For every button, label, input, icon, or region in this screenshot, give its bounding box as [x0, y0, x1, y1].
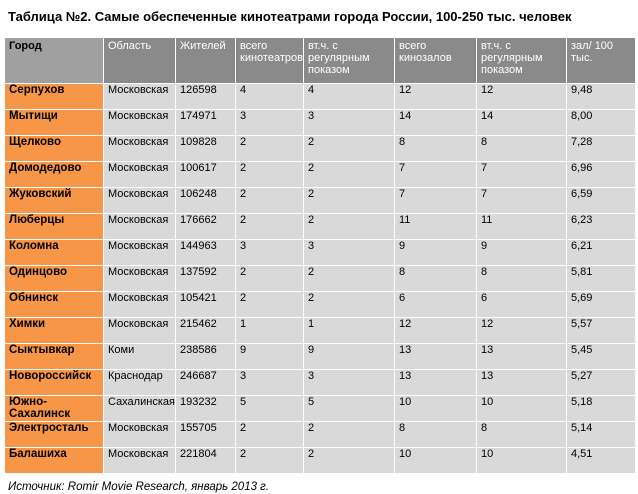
header-region: Область: [104, 38, 176, 84]
cell-regular-cinemas: 2: [304, 422, 395, 448]
table-row: [5, 162, 636, 188]
cell-total-cinemas: 1: [236, 318, 304, 344]
cell-total-halls: 6: [395, 292, 477, 318]
cell-city: Электросталь: [5, 422, 104, 448]
cell-region: Московская: [104, 292, 176, 318]
cell-population: 238586: [176, 344, 236, 370]
cell-population: 109828: [176, 136, 236, 162]
cell-regular-halls: 13: [477, 344, 567, 370]
cell-regular-halls: 12: [477, 84, 567, 110]
cell-halls-per-100k: 6,59: [567, 188, 636, 214]
cell-total-cinemas: 2: [236, 422, 304, 448]
cell-city: Серпухов: [5, 84, 104, 110]
cell-total-halls: 8: [395, 136, 477, 162]
cell-total-halls: 12: [395, 84, 477, 110]
table-row: [5, 136, 636, 162]
header-row: [5, 38, 636, 84]
cell-regular-cinemas: 3: [304, 110, 395, 136]
cell-population: 126598: [176, 84, 236, 110]
cell-city: Домодедово: [5, 162, 104, 188]
cell-halls-per-100k: 5,14: [567, 422, 636, 448]
cell-population: 221804: [176, 448, 236, 474]
cell-halls-per-100k: 5,18: [567, 396, 636, 422]
cell-halls-per-100k: 9,48: [567, 84, 636, 110]
cell-city: Сыктывкар: [5, 344, 104, 370]
table-row: [5, 84, 636, 110]
cell-region: Московская: [104, 162, 176, 188]
table-title: Таблица №2. Самые обеспеченные кинотеатрами города России, 100-250 тыс. человек: [8, 9, 572, 24]
cell-region: Московская: [104, 136, 176, 162]
cell-regular-cinemas: 2: [304, 136, 395, 162]
cell-population: 155705: [176, 422, 236, 448]
cell-regular-halls: 13: [477, 370, 567, 396]
cell-total-halls: 10: [395, 396, 477, 422]
cell-total-cinemas: 4: [236, 84, 304, 110]
header-halls-per-100k: зал/ 100 тыс.: [567, 38, 636, 84]
cell-region: Московская: [104, 266, 176, 292]
cell-total-cinemas: 2: [236, 136, 304, 162]
cell-halls-per-100k: 8,00: [567, 110, 636, 136]
cell-total-cinemas: 2: [236, 292, 304, 318]
cell-regular-halls: 10: [477, 448, 567, 474]
cell-population: 246687: [176, 370, 236, 396]
table-row: [5, 396, 636, 422]
header-total-halls: всего кинозалов: [395, 38, 477, 84]
cell-region: Сахалинская: [104, 396, 176, 422]
table-row: [5, 318, 636, 344]
cell-total-halls: 13: [395, 344, 477, 370]
cell-halls-per-100k: 7,28: [567, 136, 636, 162]
cell-regular-halls: 8: [477, 266, 567, 292]
cell-total-halls: 10: [395, 448, 477, 474]
cell-region: Московская: [104, 188, 176, 214]
cell-population: 137592: [176, 266, 236, 292]
cell-halls-per-100k: 5,57: [567, 318, 636, 344]
cell-region: Московская: [104, 448, 176, 474]
cell-regular-halls: 8: [477, 422, 567, 448]
table-row: [5, 422, 636, 448]
cell-regular-cinemas: 5: [304, 396, 395, 422]
cell-city: Люберцы: [5, 214, 104, 240]
cell-regular-halls: 7: [477, 188, 567, 214]
cell-city: Одинцово: [5, 266, 104, 292]
cell-population: 105421: [176, 292, 236, 318]
cell-population: 176662: [176, 214, 236, 240]
cell-city: Балашиха: [5, 448, 104, 474]
cell-city: Коломна: [5, 240, 104, 266]
cell-total-halls: 7: [395, 188, 477, 214]
cell-city: Южно-Сахалинск: [5, 396, 104, 422]
cell-city: Мытищи: [5, 110, 104, 136]
cell-total-cinemas: 3: [236, 110, 304, 136]
cell-population: 144963: [176, 240, 236, 266]
cell-city: Обнинск: [5, 292, 104, 318]
cell-halls-per-100k: 5,69: [567, 292, 636, 318]
table-row: [5, 266, 636, 292]
cell-city: Жуковский: [5, 188, 104, 214]
cell-regular-cinemas: 9: [304, 344, 395, 370]
cell-regular-halls: 9: [477, 240, 567, 266]
cell-regular-halls: 11: [477, 214, 567, 240]
header-population: Жителей: [176, 38, 236, 84]
cell-population: 106248: [176, 188, 236, 214]
table-row: [5, 214, 636, 240]
header-total-cinemas: всего кинотеатров: [236, 38, 304, 84]
table-row: [5, 292, 636, 318]
table-row: [5, 240, 636, 266]
cell-total-halls: 8: [395, 422, 477, 448]
cell-region: Московская: [104, 318, 176, 344]
cell-halls-per-100k: 5,27: [567, 370, 636, 396]
cell-regular-halls: 6: [477, 292, 567, 318]
cell-total-cinemas: 2: [236, 188, 304, 214]
cell-regular-cinemas: 1: [304, 318, 395, 344]
cell-total-cinemas: 3: [236, 240, 304, 266]
table-row: [5, 344, 636, 370]
cell-population: 174971: [176, 110, 236, 136]
cell-regular-cinemas: 2: [304, 162, 395, 188]
cell-total-halls: 8: [395, 266, 477, 292]
header-city: Город: [5, 38, 104, 84]
cell-total-halls: 9: [395, 240, 477, 266]
table-row: [5, 370, 636, 396]
cell-total-cinemas: 2: [236, 162, 304, 188]
cell-city: Химки: [5, 318, 104, 344]
cell-city: Новороссийск: [5, 370, 104, 396]
cell-halls-per-100k: 6,21: [567, 240, 636, 266]
cell-regular-halls: 8: [477, 136, 567, 162]
cell-total-halls: 13: [395, 370, 477, 396]
cell-total-halls: 14: [395, 110, 477, 136]
cell-regular-halls: 7: [477, 162, 567, 188]
cell-total-halls: 7: [395, 162, 477, 188]
cell-regular-cinemas: 2: [304, 266, 395, 292]
cell-total-cinemas: 5: [236, 396, 304, 422]
cell-total-halls: 11: [395, 214, 477, 240]
cell-regular-halls: 10: [477, 396, 567, 422]
cell-total-cinemas: 2: [236, 266, 304, 292]
cell-regular-cinemas: 2: [304, 292, 395, 318]
cell-region: Краснодар: [104, 370, 176, 396]
cell-region: Московская: [104, 422, 176, 448]
cell-halls-per-100k: 6,23: [567, 214, 636, 240]
cell-halls-per-100k: 4,51: [567, 448, 636, 474]
header-regular-cinemas: вт.ч. с регулярным показом: [304, 38, 395, 84]
cell-regular-cinemas: 2: [304, 188, 395, 214]
cell-region: Коми: [104, 344, 176, 370]
cell-total-cinemas: 2: [236, 448, 304, 474]
cell-regular-cinemas: 4: [304, 84, 395, 110]
cell-regular-halls: 12: [477, 318, 567, 344]
cinema-table: [4, 37, 636, 474]
cell-regular-cinemas: 2: [304, 214, 395, 240]
cell-region: Московская: [104, 240, 176, 266]
cell-halls-per-100k: 6,96: [567, 162, 636, 188]
source-note: Источник: Romir Movie Research, январь 2013 г.: [8, 481, 270, 493]
cell-regular-cinemas: 2: [304, 448, 395, 474]
table-row: [5, 448, 636, 474]
cell-population: 100617: [176, 162, 236, 188]
cell-population: 215462: [176, 318, 236, 344]
table-row: [5, 110, 636, 136]
cell-regular-cinemas: 3: [304, 240, 395, 266]
cell-regular-halls: 14: [477, 110, 567, 136]
cell-halls-per-100k: 5,45: [567, 344, 636, 370]
cell-halls-per-100k: 5,81: [567, 266, 636, 292]
cell-total-cinemas: 2: [236, 214, 304, 240]
cell-region: Московская: [104, 214, 176, 240]
header-regular-halls: вт.ч. с регулярным показом: [477, 38, 567, 84]
cell-total-cinemas: 3: [236, 370, 304, 396]
cell-regular-cinemas: 3: [304, 370, 395, 396]
cell-population: 193232: [176, 396, 236, 422]
table-row: [5, 188, 636, 214]
cell-city: Щелково: [5, 136, 104, 162]
cell-total-cinemas: 9: [236, 344, 304, 370]
cell-total-halls: 12: [395, 318, 477, 344]
cell-region: Московская: [104, 84, 176, 110]
cell-region: Московская: [104, 110, 176, 136]
